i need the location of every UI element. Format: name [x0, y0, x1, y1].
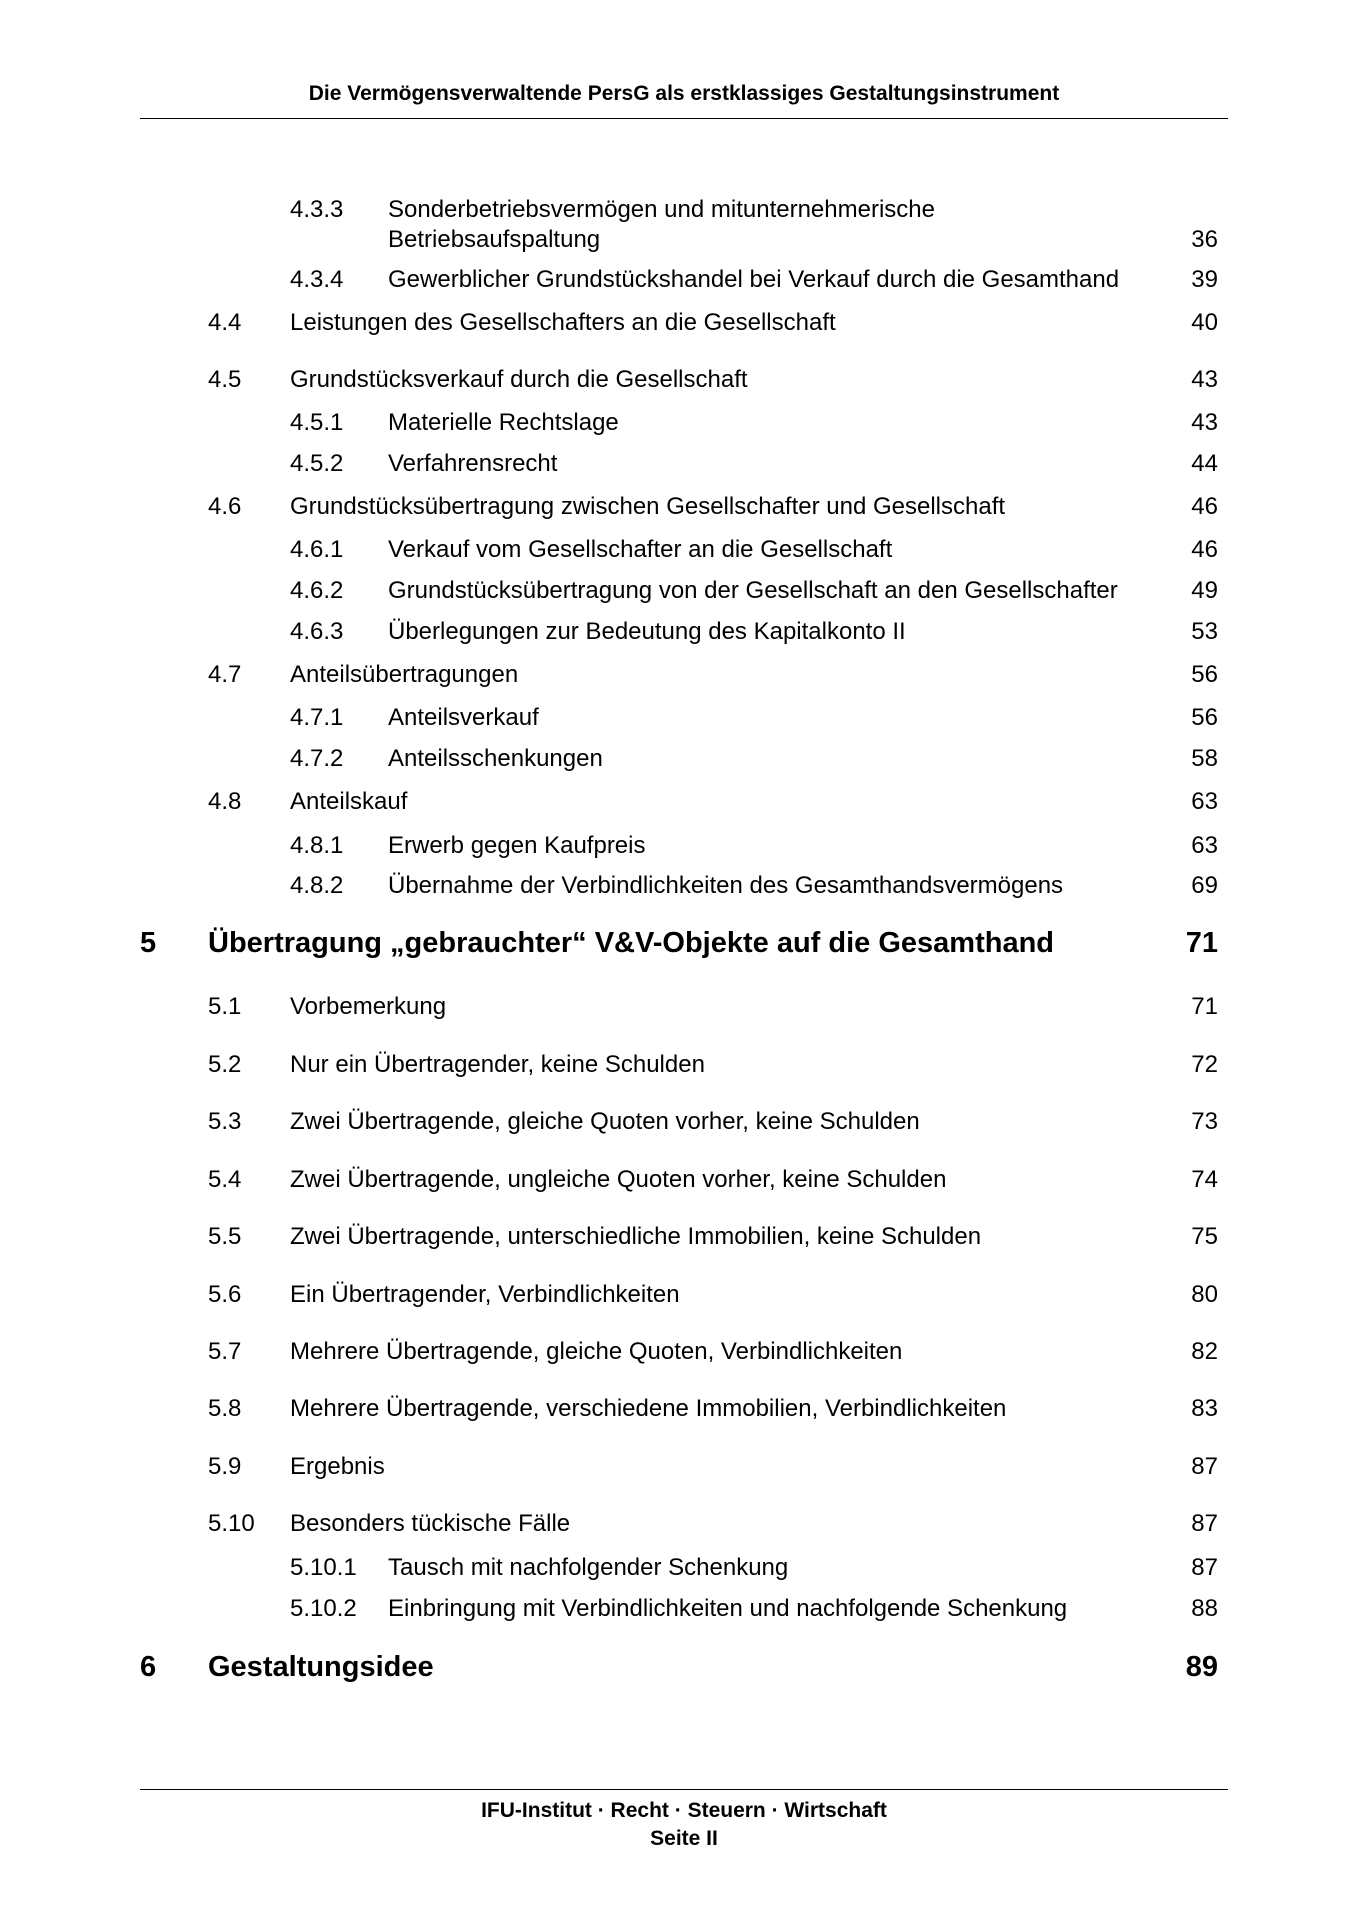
toc-title: Grundstücksübertragung zwischen Gesellschafter und Gesellschaft	[290, 493, 1006, 520]
toc-chapter-number: 6	[140, 1651, 157, 1683]
toc-number: 4.6.3	[290, 618, 344, 645]
toc-page: 80	[1191, 1281, 1218, 1308]
toc-title: Ergebnis	[290, 1453, 385, 1480]
toc-title: Zwei Übertragende, unterschiedliche Immobilien, keine Schulden	[290, 1223, 982, 1250]
toc-page: 74	[1191, 1166, 1218, 1193]
toc-title: Vorbemerkung	[290, 993, 447, 1020]
toc-page: 53	[1191, 618, 1218, 645]
toc-title: Überlegungen zur Bedeutung des Kapitalkonto II	[388, 618, 906, 645]
toc-number: 5.10.2	[290, 1595, 357, 1622]
toc-page: 71	[1191, 993, 1218, 1020]
toc-number: 4.5	[208, 366, 242, 393]
toc-page: 39	[1191, 266, 1218, 293]
toc-number: 4.6.1	[290, 536, 344, 563]
toc-page: 40	[1191, 309, 1218, 336]
toc-title: Nur ein Übertragender, keine Schulden	[290, 1051, 705, 1078]
page-footer	[140, 1797, 1228, 1853]
toc-title: Verkauf vom Gesellschafter an die Gesellschaft	[388, 536, 893, 563]
toc-page: 87	[1191, 1554, 1218, 1581]
toc-number: 5.5	[208, 1223, 242, 1250]
toc-page: 46	[1191, 493, 1218, 520]
toc-page: 69	[1191, 872, 1218, 899]
toc-page: 63	[1191, 788, 1218, 815]
toc-number: 5.8	[208, 1395, 242, 1422]
page-number: Seite II	[650, 1827, 718, 1850]
toc-page: 43	[1191, 409, 1218, 436]
toc-page: 56	[1191, 704, 1218, 731]
toc-number: 5.2	[208, 1051, 242, 1078]
toc-title: Materielle Rechtslage	[388, 409, 619, 436]
footer-institute: IFU-Institut · Recht · Steuern · Wirtschaft	[481, 1799, 887, 1822]
toc-title: Zwei Übertragende, ungleiche Quoten vorher, keine Schulden	[290, 1166, 947, 1193]
toc-number: 4.3.4	[290, 266, 344, 293]
toc-number: 4.8.2	[290, 872, 344, 899]
toc-number: 5.10.1	[290, 1554, 357, 1581]
toc-page: 36	[1191, 226, 1218, 253]
toc-page: 88	[1191, 1595, 1218, 1622]
toc-number: 5.3	[208, 1108, 242, 1135]
toc-page: 71	[1185, 927, 1218, 959]
toc-number: 4.8.1	[290, 832, 344, 859]
toc-title: Leistungen des Gesellschafters an die Gesellschaft	[290, 309, 836, 336]
toc-title: Tausch mit nachfolgender Schenkung	[388, 1554, 789, 1581]
toc-chapter-title: Gestaltungsidee	[208, 1651, 434, 1683]
toc-page: 56	[1191, 661, 1218, 688]
toc-title: Erwerb gegen Kaufpreis	[388, 832, 646, 859]
toc-page: 87	[1191, 1510, 1218, 1537]
toc-page: 63	[1191, 832, 1218, 859]
toc-number: 4.5.2	[290, 450, 344, 477]
toc-number: 4.4	[208, 309, 242, 336]
footer-rule	[140, 1789, 1228, 1790]
toc-chapter-number: 5	[140, 927, 157, 959]
toc-page: 82	[1191, 1338, 1218, 1365]
toc-number: 4.7.1	[290, 704, 344, 731]
toc-page: 46	[1191, 536, 1218, 563]
toc-title: Grundstücksverkauf durch die Gesellschaft	[290, 366, 748, 393]
toc-title: Anteilsverkauf	[388, 704, 539, 731]
toc-title: Anteilsübertragungen	[290, 661, 519, 688]
toc-number: 4.5.1	[290, 409, 344, 436]
toc-page: 87	[1191, 1453, 1218, 1480]
header-rule	[140, 118, 1228, 119]
toc-title: Gewerblicher Grundstückshandel bei Verkauf durch die Gesamthand	[388, 266, 1120, 293]
toc-page: 75	[1191, 1223, 1218, 1250]
toc-page: 73	[1191, 1108, 1218, 1135]
toc-title: Besonders tückische Fälle	[290, 1510, 571, 1537]
toc-number: 4.3.3	[290, 196, 344, 223]
toc-title: Zwei Übertragende, gleiche Quoten vorher, keine Schulden	[290, 1108, 920, 1135]
running-header: Die Vermögensverwaltende PersG als erstklassiges Gestaltungsinstrument	[308, 82, 1060, 105]
toc-title: Übernahme der Verbindlichkeiten des Gesamthandsvermögens	[388, 872, 1064, 899]
toc-title: Anteilsschenkungen	[388, 745, 603, 772]
toc-page: 72	[1191, 1051, 1218, 1078]
toc-title: Mehrere Übertragende, gleiche Quoten, Verbindlichkeiten	[290, 1338, 903, 1365]
toc-page: 89	[1185, 1651, 1218, 1683]
toc-title: Mehrere Übertragende, verschiedene Immobilien, Verbindlichkeiten	[290, 1395, 1007, 1422]
toc-number: 4.6	[208, 493, 242, 520]
toc-number: 4.8	[208, 788, 242, 815]
toc-page: 49	[1191, 577, 1218, 604]
toc-title: Anteilskauf	[290, 788, 408, 815]
toc-number: 4.7.2	[290, 745, 344, 772]
toc-number: 5.4	[208, 1166, 242, 1193]
toc-number: 5.1	[208, 993, 242, 1020]
toc-title: Verfahrensrecht	[388, 450, 558, 477]
toc-title: Ein Übertragender, Verbindlichkeiten	[290, 1281, 680, 1308]
toc-chapter-title: Übertragung „gebrauchter“ V&V-Objekte auf die Gesamthand	[208, 927, 1054, 959]
toc-title: Grundstücksübertragung von der Gesellschaft an den Gesellschafter	[388, 577, 1118, 604]
toc-number: 5.9	[208, 1453, 242, 1480]
toc-number: 5.10	[208, 1510, 255, 1537]
toc-page: 58	[1191, 745, 1218, 772]
toc-number: 4.6.2	[290, 577, 344, 604]
toc-title: Einbringung mit Verbindlichkeiten und nachfolgende Schenkung	[388, 1595, 1068, 1622]
toc-title: Sonderbetriebsvermögen und mitunternehmerische	[388, 196, 935, 223]
toc-number: 4.7	[208, 661, 242, 688]
toc-title-continued: Betriebsaufspaltung	[388, 226, 601, 253]
toc-page: 83	[1191, 1395, 1218, 1422]
toc-number: 5.7	[208, 1338, 242, 1365]
toc-page: 44	[1191, 450, 1218, 477]
toc-page: 43	[1191, 366, 1218, 393]
toc-number: 5.6	[208, 1281, 242, 1308]
